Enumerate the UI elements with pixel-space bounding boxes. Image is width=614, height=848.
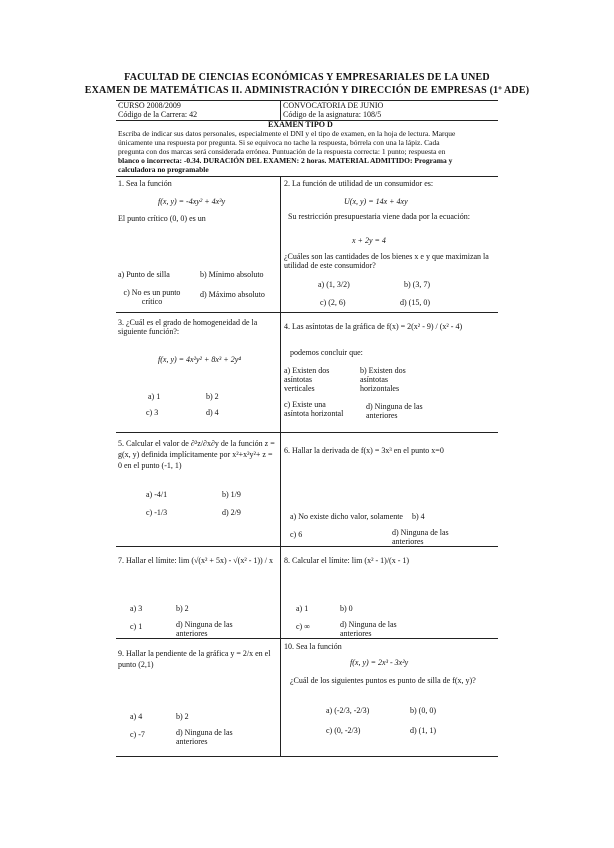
option-b[interactable]: b) 0 [340, 604, 353, 613]
option-b[interactable]: b) 2 [176, 712, 189, 721]
question-1-stem: El punto crítico (0, 0) es un [118, 214, 206, 223]
option-c[interactable]: c) 6 [290, 530, 303, 539]
option-a[interactable]: a) 1 [148, 392, 161, 401]
option-d[interactable]: d) Ninguna de las anteriores [366, 402, 423, 420]
question-number: 5. [118, 439, 124, 448]
option-b[interactable]: b) Existen dos asíntotas horizontales [360, 366, 406, 393]
question-2-ask: ¿Cuáles son las cantidades de los bienes x e y que maximizan la utilidad de este consumidor? [284, 252, 489, 270]
option-d[interactable]: d) 4 [206, 408, 219, 417]
question-text: Hallar la derivada de f(x) = 3x³ en el punto x=0 [292, 446, 444, 455]
question-text: Calcular el valor de ∂²z/∂x∂y de la función z = g(x, y) definida implícitamente por x²+x²y²+ z = 0 en el punto (-1, 1) [118, 439, 275, 470]
question-number: 2. [284, 179, 290, 188]
question-number: 9. [118, 649, 124, 658]
option-b[interactable]: b) 2 [176, 604, 189, 613]
question-text: Sea la función [126, 179, 172, 188]
question-3 [118, 318, 276, 336]
column-divider [280, 176, 281, 756]
option-c[interactable]: c) (0, -2/3) [326, 726, 361, 735]
option-d[interactable]: d) Ninguna de las anteriores [176, 728, 233, 746]
instructions [118, 129, 498, 174]
question-10 [284, 642, 342, 651]
question-2-formula: U(x, y) = 14x + 4xy [344, 197, 408, 206]
option-b[interactable]: b) (3, 7) [404, 280, 430, 289]
question-number: 3. [118, 318, 124, 327]
option-b[interactable]: b) 2 [206, 392, 219, 401]
career-code: Código de la Carrera: 42 [118, 110, 198, 119]
question-number: 10. [284, 642, 294, 651]
course-label: CURSO 2008/2009 [118, 101, 181, 110]
question-5 [118, 438, 276, 471]
option-d[interactable]: d) Ninguna de las anteriores [176, 620, 233, 638]
option-c[interactable]: c) 1 [130, 622, 143, 631]
option-a[interactable]: a) 4 [130, 712, 143, 721]
question-number: 6. [284, 446, 290, 455]
instruction-line: calculadora no programable [118, 165, 209, 174]
divider [116, 756, 498, 757]
question-2-stem: Su restricción presupuestaria viene dada por la ecuación: [288, 212, 470, 221]
option-c[interactable]: c) 3 [146, 408, 159, 417]
question-2-constraint: x + 2y = 4 [352, 236, 386, 245]
question-9 [118, 648, 276, 670]
question-1-formula: f(x, y) = -4xy² + 4x³y [158, 197, 226, 206]
instruction-line: Escriba de indicar sus datos personales, especialmente el DNI y el tipo de examen, en la hoja de lectura. Marque [118, 129, 456, 138]
question-2 [284, 179, 433, 188]
question-1 [118, 179, 172, 188]
exam-type: EXAMEN TIPO D [268, 120, 333, 129]
question-number: 8. [284, 556, 290, 565]
subject-code: Código de la asignatura: 108/5 [283, 110, 382, 119]
option-c[interactable]: c) No es un punto crítico [123, 288, 181, 306]
option-a[interactable]: a) Punto de silla [118, 270, 170, 279]
question-number: 1. [118, 179, 124, 188]
question-text: Sea la función [296, 642, 342, 651]
question-3-formula: f(x, y) = 4x²y² + 8x³ + 2y⁴ [158, 355, 242, 364]
option-b[interactable]: b) 4 [412, 512, 425, 521]
faculty-title: FACULTAD DE CIENCIAS ECONÓMICAS Y EMPRESARIALES DE LA UNED [124, 72, 490, 83]
option-a[interactable]: a) 3 [130, 604, 143, 613]
option-d[interactable]: d) Ninguna de las anteriores [392, 528, 449, 546]
option-d[interactable]: d) Máximo absoluto [200, 290, 265, 299]
question-10-formula: f(x, y) = 2x³ - 3x²y [350, 658, 409, 667]
question-text: La función de utilidad de un consumidor es: [292, 179, 434, 188]
question-8 [284, 556, 494, 565]
instruction-line: únicamente una respuesta por pregunta. Si se equivoca no tache la respuesta, bórrela con una la lápiz. Cada [118, 138, 440, 147]
option-a[interactable]: a) -4/1 [146, 490, 168, 499]
divider [116, 176, 498, 177]
option-c[interactable]: c) -7 [130, 730, 145, 739]
question-text: Las asíntotas de la gráfica de f(x) = 2(x² - 9) / (x² - 4) [292, 322, 463, 331]
question-text: Calcular el límite: lim (x² - 1)/(x - 1) [292, 556, 410, 565]
option-a[interactable]: a) 1 [296, 604, 309, 613]
question-text: Hallar el límite: lim (√(x² + 5x) - √(x² - 1)) / x [126, 556, 273, 565]
question-text: Hallar la pendiente de la gráfica y = 2/x en el punto (2,1) [118, 649, 271, 669]
session-label: CONVOCATORIA DE JUNIO [283, 101, 384, 110]
divider [116, 432, 498, 433]
question-number: 4. [284, 322, 290, 331]
option-c[interactable]: c) ∞ [296, 622, 310, 631]
divider [280, 100, 281, 120]
exam-title: EXAMEN DE MATEMÁTICAS II. ADMINISTRACIÓN Y DIRECCIÓN DE EMPRESAS (1º ADE) [84, 85, 530, 96]
option-c[interactable]: c) Existe una asíntota horizontal [284, 400, 344, 418]
question-4 [284, 322, 494, 331]
question-number: 7. [118, 556, 124, 565]
option-d[interactable]: d) (1, 1) [410, 726, 436, 735]
instruction-line: blanco o incorrecta: -0.34. DURACIÓN DEL EXAMEN: 2 horas. MATERIAL ADMITIDO: Programa y [118, 156, 453, 165]
divider [116, 638, 498, 639]
question-4-stem: podemos concluir que: [290, 348, 363, 357]
option-c[interactable]: c) -1/3 [146, 508, 168, 517]
option-a[interactable]: a) (-2/3, -2/3) [326, 706, 370, 715]
question-7 [118, 556, 276, 565]
question-6 [284, 446, 494, 455]
option-b[interactable]: b) (0, 0) [410, 706, 436, 715]
option-b[interactable]: b) Mínimo absoluto [200, 270, 264, 279]
option-a[interactable]: a) No existe dicho valor, solamente [290, 512, 403, 521]
question-text: ¿Cuál es el grado de homogeneidad de la siguiente función?: [118, 318, 258, 336]
instruction-line: pregunta con dos marcas será considerada errónea. Puntuación de la respuesta correcta: 1 punto; respuesta en [118, 147, 446, 156]
option-a[interactable]: a) Existen dos asíntotas verticales [284, 366, 330, 393]
option-d[interactable]: d) (15, 0) [400, 298, 430, 307]
option-c[interactable]: c) (2, 6) [320, 298, 346, 307]
divider [116, 312, 498, 313]
option-d[interactable]: d) Ninguna de las anteriores [340, 620, 397, 638]
option-a[interactable]: a) (1, 3/2) [318, 280, 350, 289]
option-b[interactable]: b) 1/9 [222, 490, 241, 499]
divider [116, 546, 498, 547]
option-d[interactable]: d) 2/9 [222, 508, 241, 517]
question-10-stem: ¿Cuál de los siguientes puntos es punto de silla de f(x, y)? [290, 676, 476, 685]
